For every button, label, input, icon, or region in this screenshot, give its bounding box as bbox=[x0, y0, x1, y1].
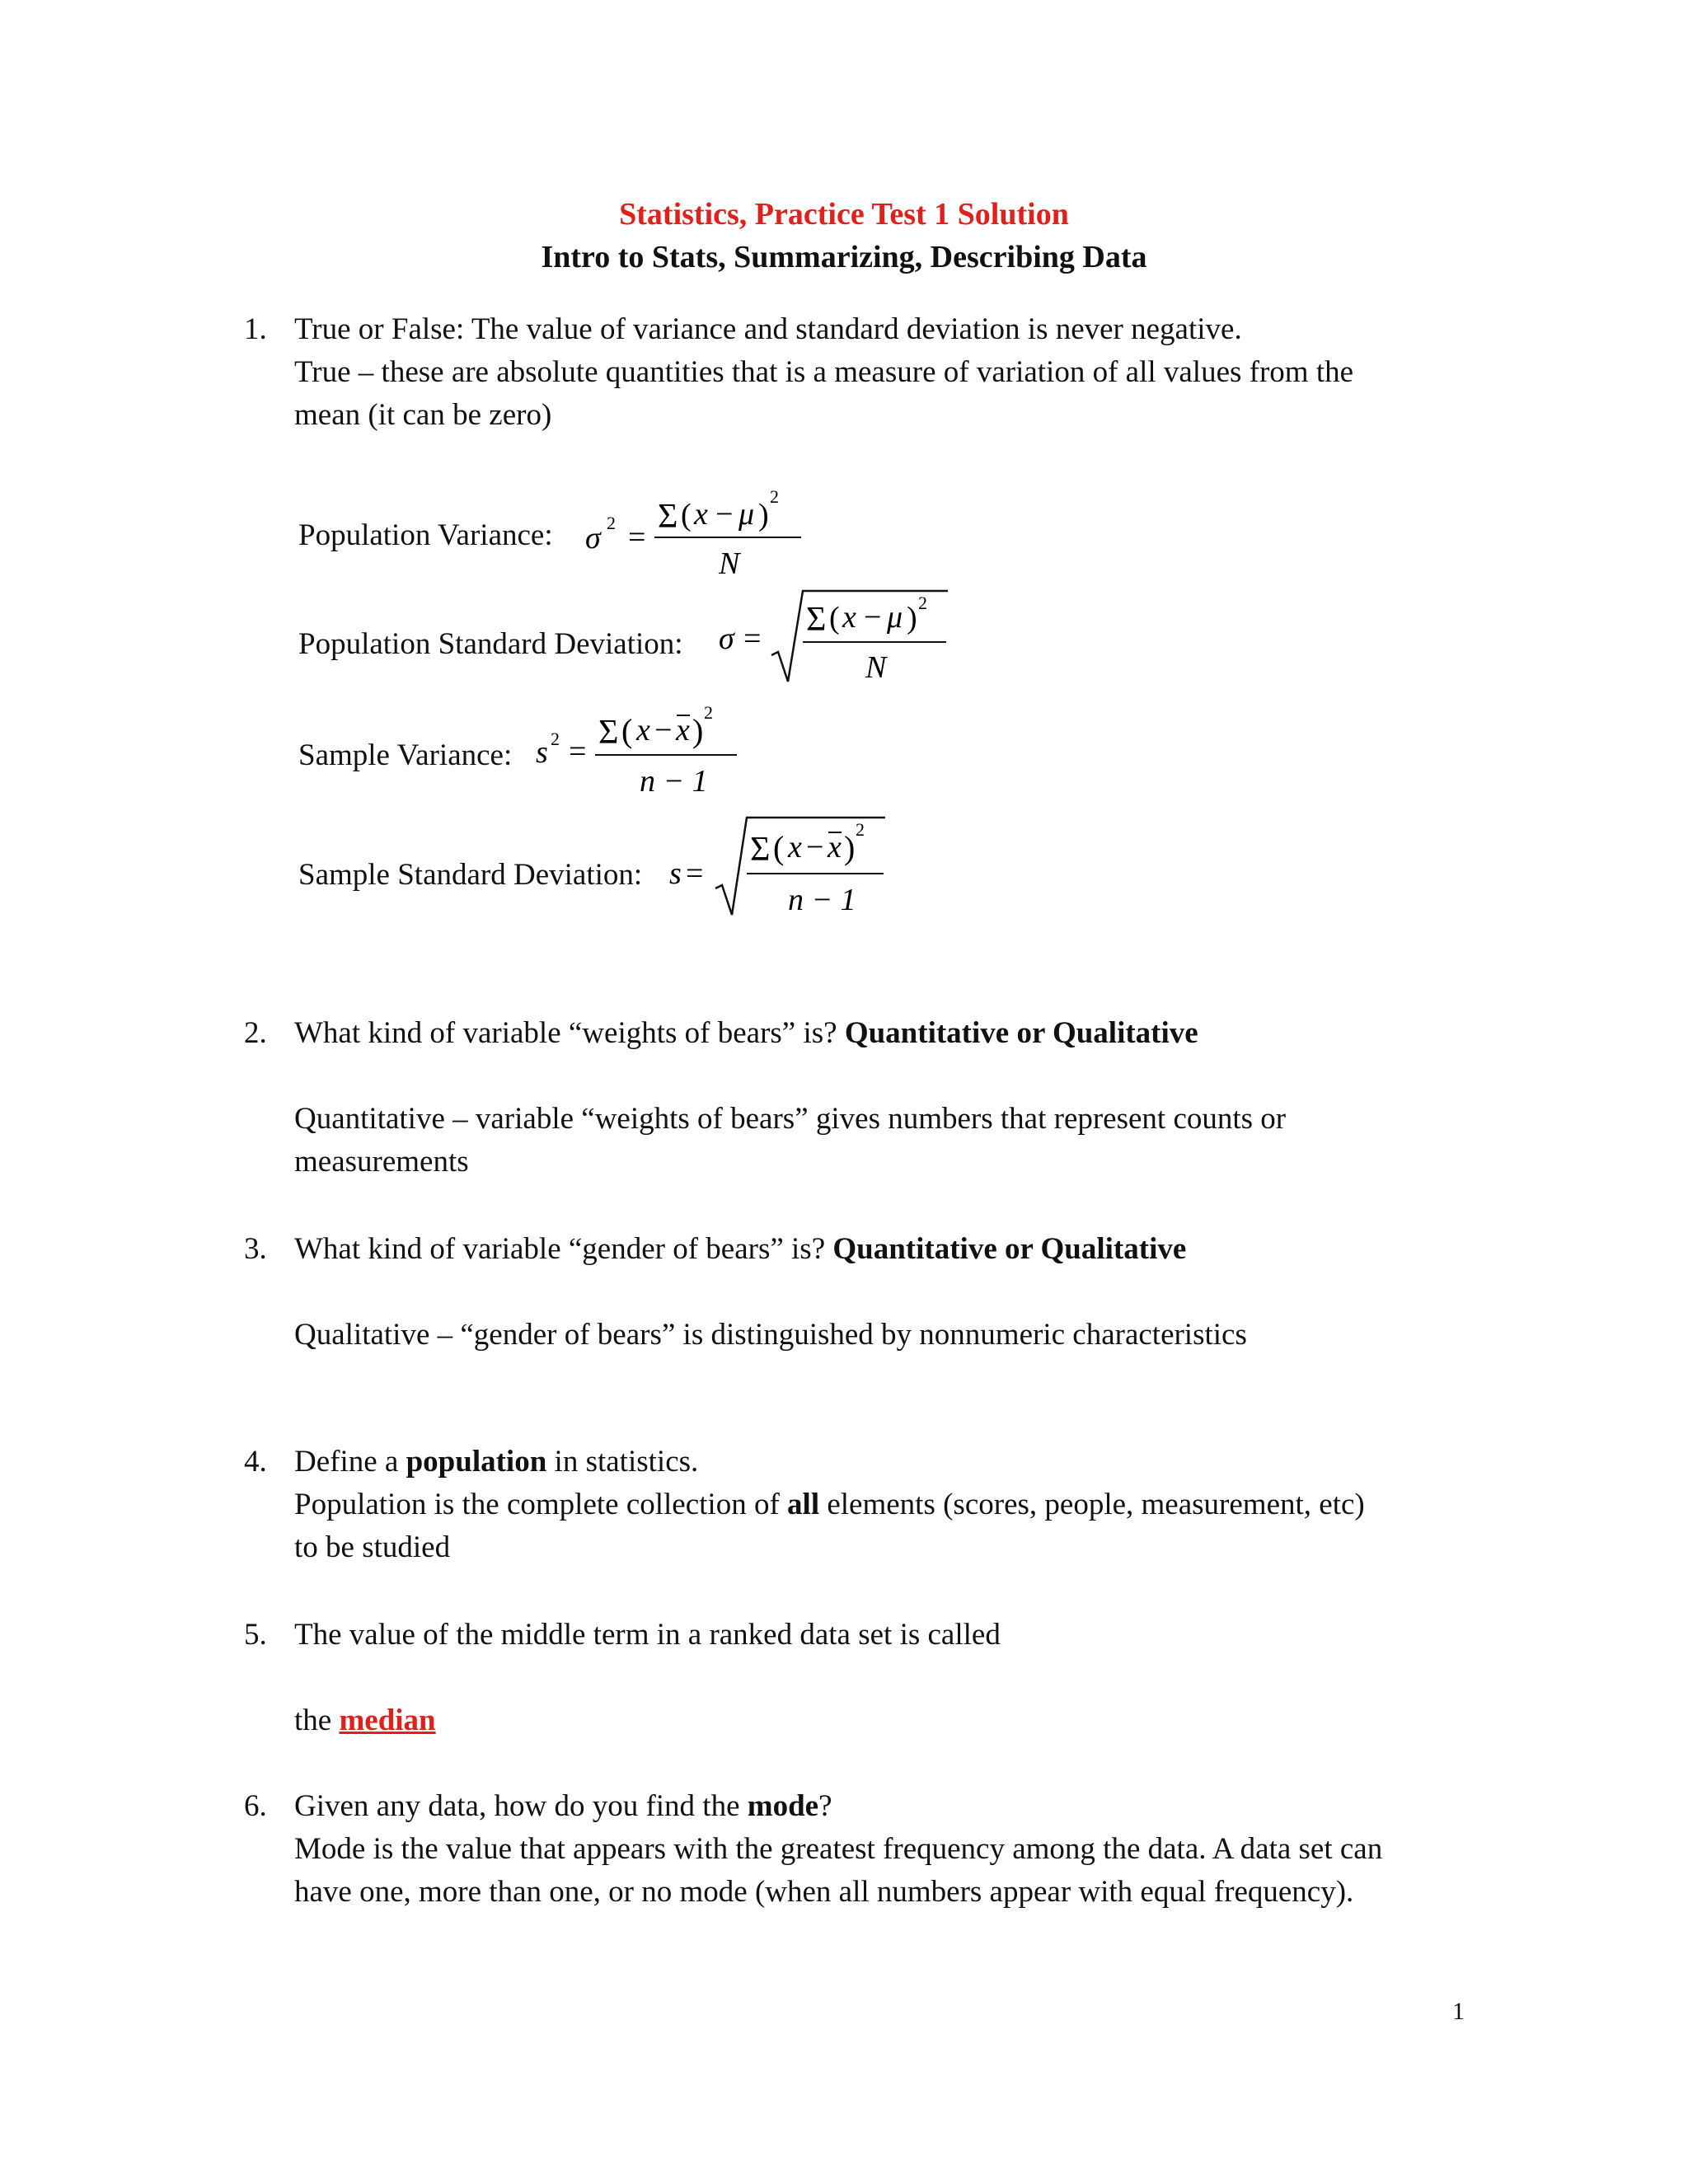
sample-sd-formula bbox=[664, 808, 912, 931]
q6-question-line bbox=[294, 1788, 832, 1824]
sum-symbol: Σ bbox=[598, 714, 619, 752]
q5-number: 5. bbox=[244, 1618, 267, 1652]
q5-question: The value of the middle term in a ranked data set is called bbox=[294, 1618, 1001, 1652]
open-paren: ( bbox=[829, 601, 840, 635]
sum-symbol: Σ bbox=[750, 831, 771, 869]
q4-question-line bbox=[294, 1444, 698, 1479]
q6-answer-line2: have one, more than one, or no mode (when all numbers appear with equal frequency). bbox=[294, 1875, 1354, 1909]
sample-variance-label: Sample Variance: bbox=[298, 738, 513, 772]
q3-question: What kind of variable “gender of bears” is? bbox=[294, 1232, 826, 1266]
q4-answer-line1 bbox=[294, 1487, 1365, 1522]
q4-answer-line2: to be studied bbox=[294, 1530, 451, 1564]
minus-sign: − bbox=[654, 713, 673, 748]
q6-number: 6. bbox=[244, 1789, 267, 1823]
pop-variance-label: Population Variance: bbox=[298, 518, 553, 552]
q2-answer-line2: measurements bbox=[294, 1145, 469, 1179]
q4-answer-post: elements (scores, people, measurement, etc) bbox=[827, 1488, 1365, 1521]
minus-sign: − bbox=[715, 497, 734, 532]
squared-exponent: 2 bbox=[704, 702, 713, 723]
s-variable: s bbox=[536, 735, 548, 770]
minus-sign: − bbox=[864, 600, 882, 635]
sample-size-n-minus-1: n − 1 bbox=[640, 764, 708, 799]
q2-options: Quantitative or Qualitative bbox=[844, 1016, 1198, 1050]
document-subtitle: Intro to Stats, Summarizing, Describing Data bbox=[541, 240, 1147, 274]
open-paren: ( bbox=[621, 712, 633, 749]
q4-answer-pre: Population is the complete collection of bbox=[294, 1488, 780, 1521]
x-variable: x bbox=[636, 713, 650, 748]
q3-number: 3. bbox=[244, 1232, 267, 1266]
q6-question-post: ? bbox=[818, 1789, 832, 1823]
close-paren: ) bbox=[758, 498, 769, 532]
sum-symbol: Σ bbox=[658, 498, 678, 536]
q4-question-bold: population bbox=[406, 1445, 547, 1479]
q4-answer-bold: all bbox=[787, 1488, 820, 1521]
open-paren: ( bbox=[681, 498, 692, 532]
sample-size-n-minus-1: n − 1 bbox=[788, 883, 856, 917]
minus-sign: − bbox=[806, 830, 824, 865]
sigma-symbol: σ bbox=[719, 621, 734, 656]
q6-question-pre: Given any data, how do you find the bbox=[294, 1789, 740, 1823]
q4-question-post: in statistics. bbox=[554, 1445, 699, 1479]
mu-symbol: μ bbox=[887, 600, 903, 635]
close-paren: ) bbox=[692, 712, 704, 749]
pop-sd-formula bbox=[709, 581, 973, 696]
sample-sd-label: Sample Standard Deviation: bbox=[298, 858, 643, 892]
population-size-N: N bbox=[719, 546, 740, 581]
sum-symbol: Σ bbox=[806, 601, 827, 639]
q6-question-bold: mode bbox=[747, 1789, 819, 1823]
q2-answer-line1: Quantitative – variable “weights of bears” gives numbers that represent counts or bbox=[294, 1102, 1287, 1136]
q5-answer-line bbox=[294, 1703, 436, 1738]
equals-sign: = bbox=[569, 734, 587, 769]
population-size-N: N bbox=[865, 650, 887, 685]
x-variable: x bbox=[694, 497, 708, 532]
squared-exponent: 2 bbox=[607, 513, 616, 533]
q1-answer-line1: True – these are absolute quantities that is a measure of variation of all values from the bbox=[294, 355, 1354, 389]
equals-sign: = bbox=[743, 621, 762, 656]
pop-sd-label: Population Standard Deviation: bbox=[298, 627, 683, 661]
sample-variance-formula bbox=[528, 692, 758, 808]
close-paren: ) bbox=[844, 829, 856, 866]
x-bar-variable: x bbox=[676, 713, 690, 748]
s-variable: s bbox=[669, 856, 682, 891]
page-number: 1 bbox=[1452, 1998, 1465, 2025]
q5-answer-pre: the bbox=[294, 1704, 332, 1737]
q5-answer-highlight: median bbox=[339, 1704, 436, 1737]
close-paren: ) bbox=[907, 601, 917, 635]
squared-exponent: 2 bbox=[856, 819, 865, 840]
q2-number: 2. bbox=[244, 1016, 267, 1050]
equals-sign: = bbox=[628, 520, 646, 555]
squared-exponent: 2 bbox=[770, 486, 779, 507]
x-variable: x bbox=[788, 830, 802, 865]
q3-answer: Qualitative – “gender of bears” is distinguished by nonnumeric characteristics bbox=[294, 1318, 1247, 1352]
equals-sign: = bbox=[686, 856, 704, 891]
pop-variance-formula bbox=[577, 478, 824, 585]
q2-question-line bbox=[294, 1015, 1198, 1051]
mu-symbol: μ bbox=[738, 497, 755, 532]
q1-answer-line2: mean (it can be zero) bbox=[294, 398, 552, 432]
open-paren: ( bbox=[773, 829, 785, 866]
squared-exponent: 2 bbox=[918, 593, 927, 613]
x-bar-variable: x bbox=[828, 830, 842, 865]
q1-question: True or False: The value of variance and standard deviation is never negative. bbox=[294, 312, 1242, 346]
q4-number: 4. bbox=[244, 1445, 267, 1479]
q1-number: 1. bbox=[244, 312, 267, 346]
q2-question: What kind of variable “weights of bears” is? bbox=[294, 1016, 837, 1050]
q4-question-pre: Define a bbox=[294, 1445, 399, 1479]
squared-exponent: 2 bbox=[551, 729, 560, 749]
q3-options: Quantitative or Qualitative bbox=[832, 1232, 1187, 1266]
q3-question-line bbox=[294, 1231, 1186, 1267]
document-title: Statistics, Practice Test 1 Solution bbox=[619, 197, 1069, 232]
q6-answer-line1: Mode is the value that appears with the greatest frequency among the data. A data set can bbox=[294, 1832, 1383, 1866]
sigma-symbol: σ bbox=[585, 521, 601, 555]
x-variable: x bbox=[842, 600, 856, 635]
